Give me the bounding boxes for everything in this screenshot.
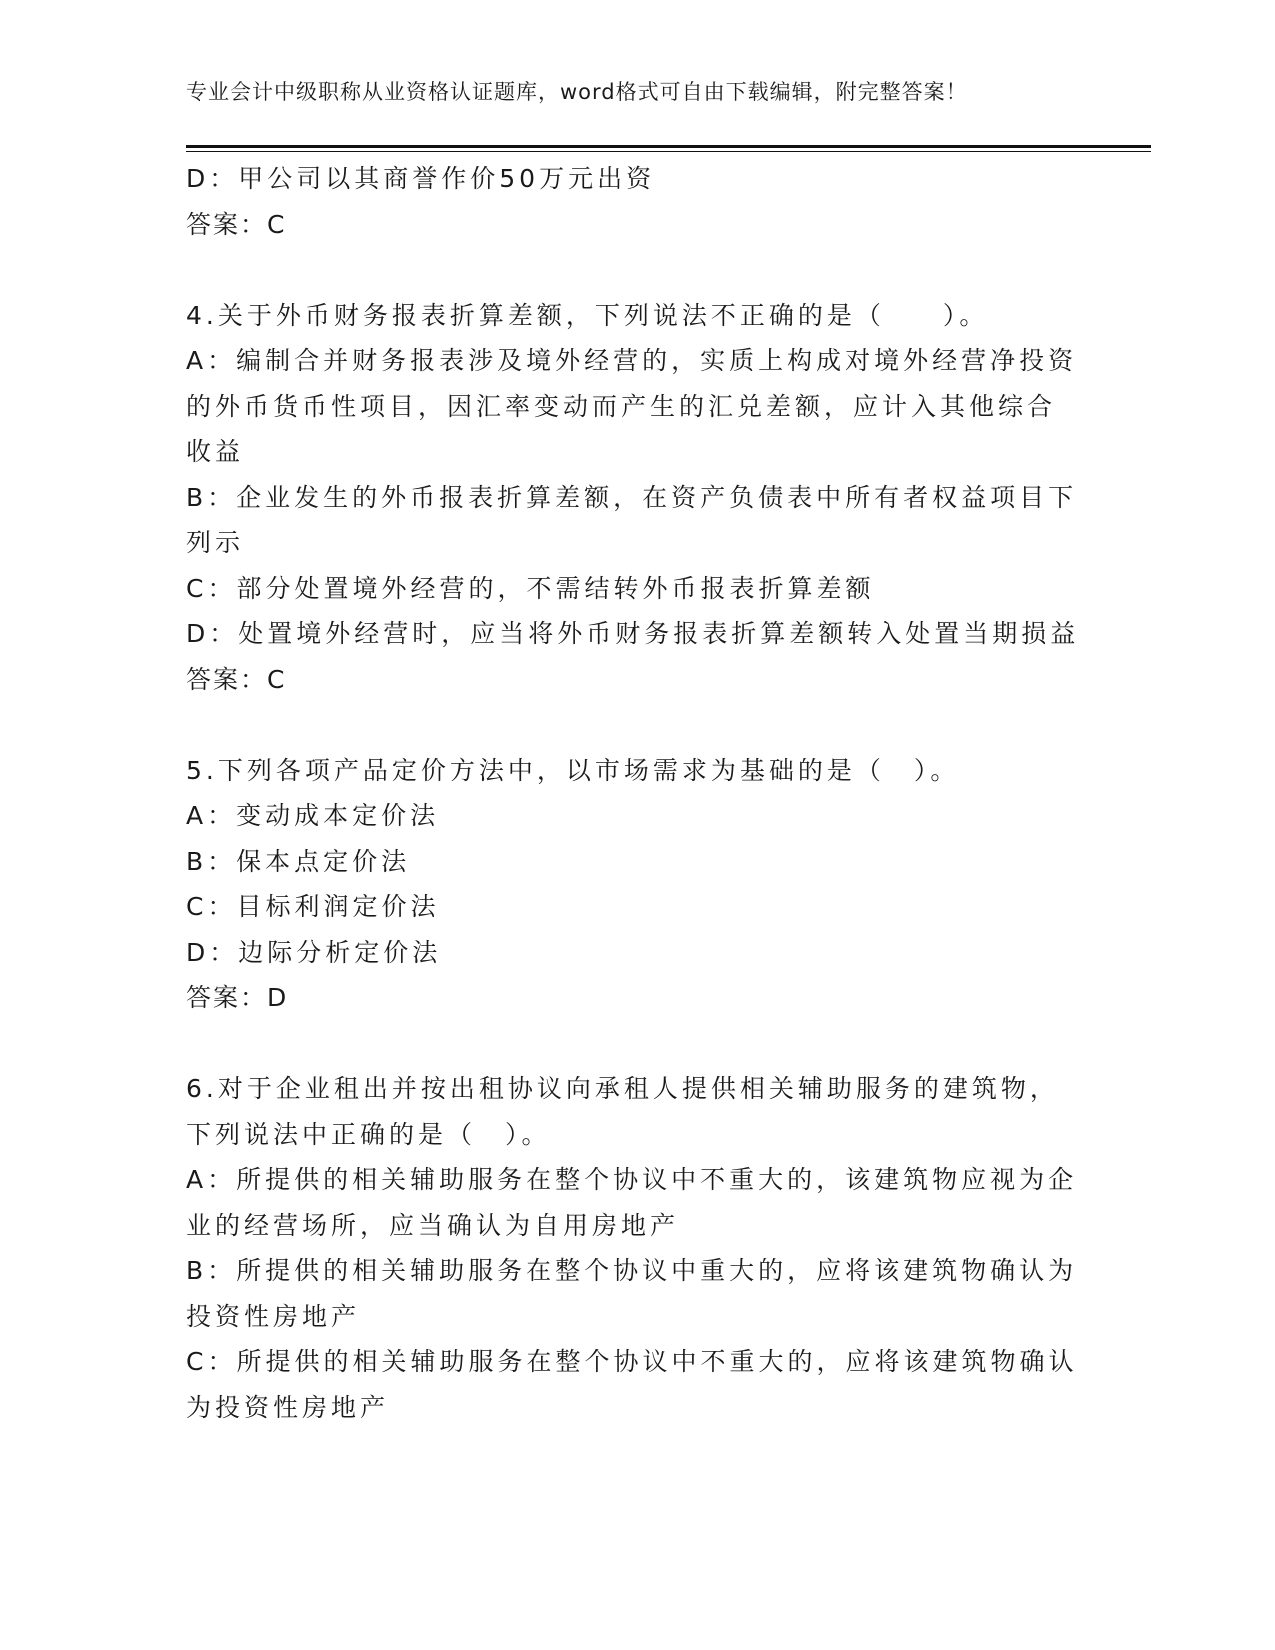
option-a-line-3: 收益 bbox=[186, 437, 245, 466]
question-list bbox=[186, 156, 1086, 1430]
option-c: C：部分处置境外经营的，不需结转外币报表折算差额 bbox=[186, 573, 875, 603]
option-a: A：变动成本定价法 bbox=[186, 801, 440, 830]
question-5 bbox=[186, 748, 1086, 1021]
option-a-line-1: A：编制合并财务报表涉及境外经营的，实质上构成对境外经营净投资 bbox=[186, 346, 1078, 375]
answer: 答案：D bbox=[186, 983, 289, 1012]
question-stem: 5.下列各项产品定价方法中，以市场需求为基础的是（ ）。 bbox=[186, 755, 960, 785]
option-a-line-2: 业的经营场所，应当确认为自用房地产 bbox=[186, 1210, 680, 1240]
option-b-line-1: B：所提供的相关辅助服务在整个协议中重大的，应将该建筑物确认为 bbox=[186, 1256, 1078, 1285]
question-6 bbox=[186, 1066, 1086, 1430]
option-b-line-2: 投资性房地产 bbox=[186, 1301, 361, 1331]
option-b-line-2: 列示 bbox=[186, 528, 245, 557]
option-a-line-2: 的外币货币性项目，因汇率变动而产生的汇兑差额，应计入其他综合 bbox=[186, 391, 1057, 421]
option-a-line-1: A：所提供的相关辅助服务在整个协议中不重大的，该建筑物应视为企 bbox=[186, 1165, 1078, 1194]
answer: 答案：C bbox=[186, 664, 287, 694]
question-4 bbox=[186, 293, 1086, 703]
option-b: B：保本点定价法 bbox=[186, 846, 411, 876]
option-d: D：甲公司以其商誉作价50万元出资 bbox=[186, 164, 656, 193]
option-d: D：处置境外经营时，应当将外币财务报表折算差额转入处置当期损益 bbox=[186, 619, 1080, 648]
header-divider-thick bbox=[186, 145, 1151, 148]
header-divider-thin bbox=[186, 151, 1151, 152]
option-c-line-2: 为投资性房地产 bbox=[186, 1392, 390, 1422]
answer: 答案：C bbox=[186, 209, 287, 239]
option-c: C：目标利润定价法 bbox=[186, 892, 440, 921]
page-header: 专业会计中级职称从业资格认证题库，word格式可自由下载编辑，附完整答案！ bbox=[186, 80, 968, 104]
question-stem-line-2: 下列说法中正确的是（ ）。 bbox=[186, 1119, 551, 1149]
question-3-tail bbox=[186, 156, 1086, 247]
option-c-line-1: C：所提供的相关辅助服务在整个协议中不重大的，应将该建筑物确认 bbox=[186, 1347, 1078, 1376]
option-d: D：边际分析定价法 bbox=[186, 937, 442, 967]
question-stem: 4.关于外币财务报表折算差额，下列说法不正确的是（ ）。 bbox=[186, 300, 989, 330]
question-stem-line-1: 6.对于企业租出并按出租协议向承租人提供相关辅助服务的建筑物， bbox=[186, 1074, 1059, 1103]
option-b-line-1: B：企业发生的外币报表折算差额，在资产负债表中所有者权益项目下 bbox=[186, 482, 1078, 512]
